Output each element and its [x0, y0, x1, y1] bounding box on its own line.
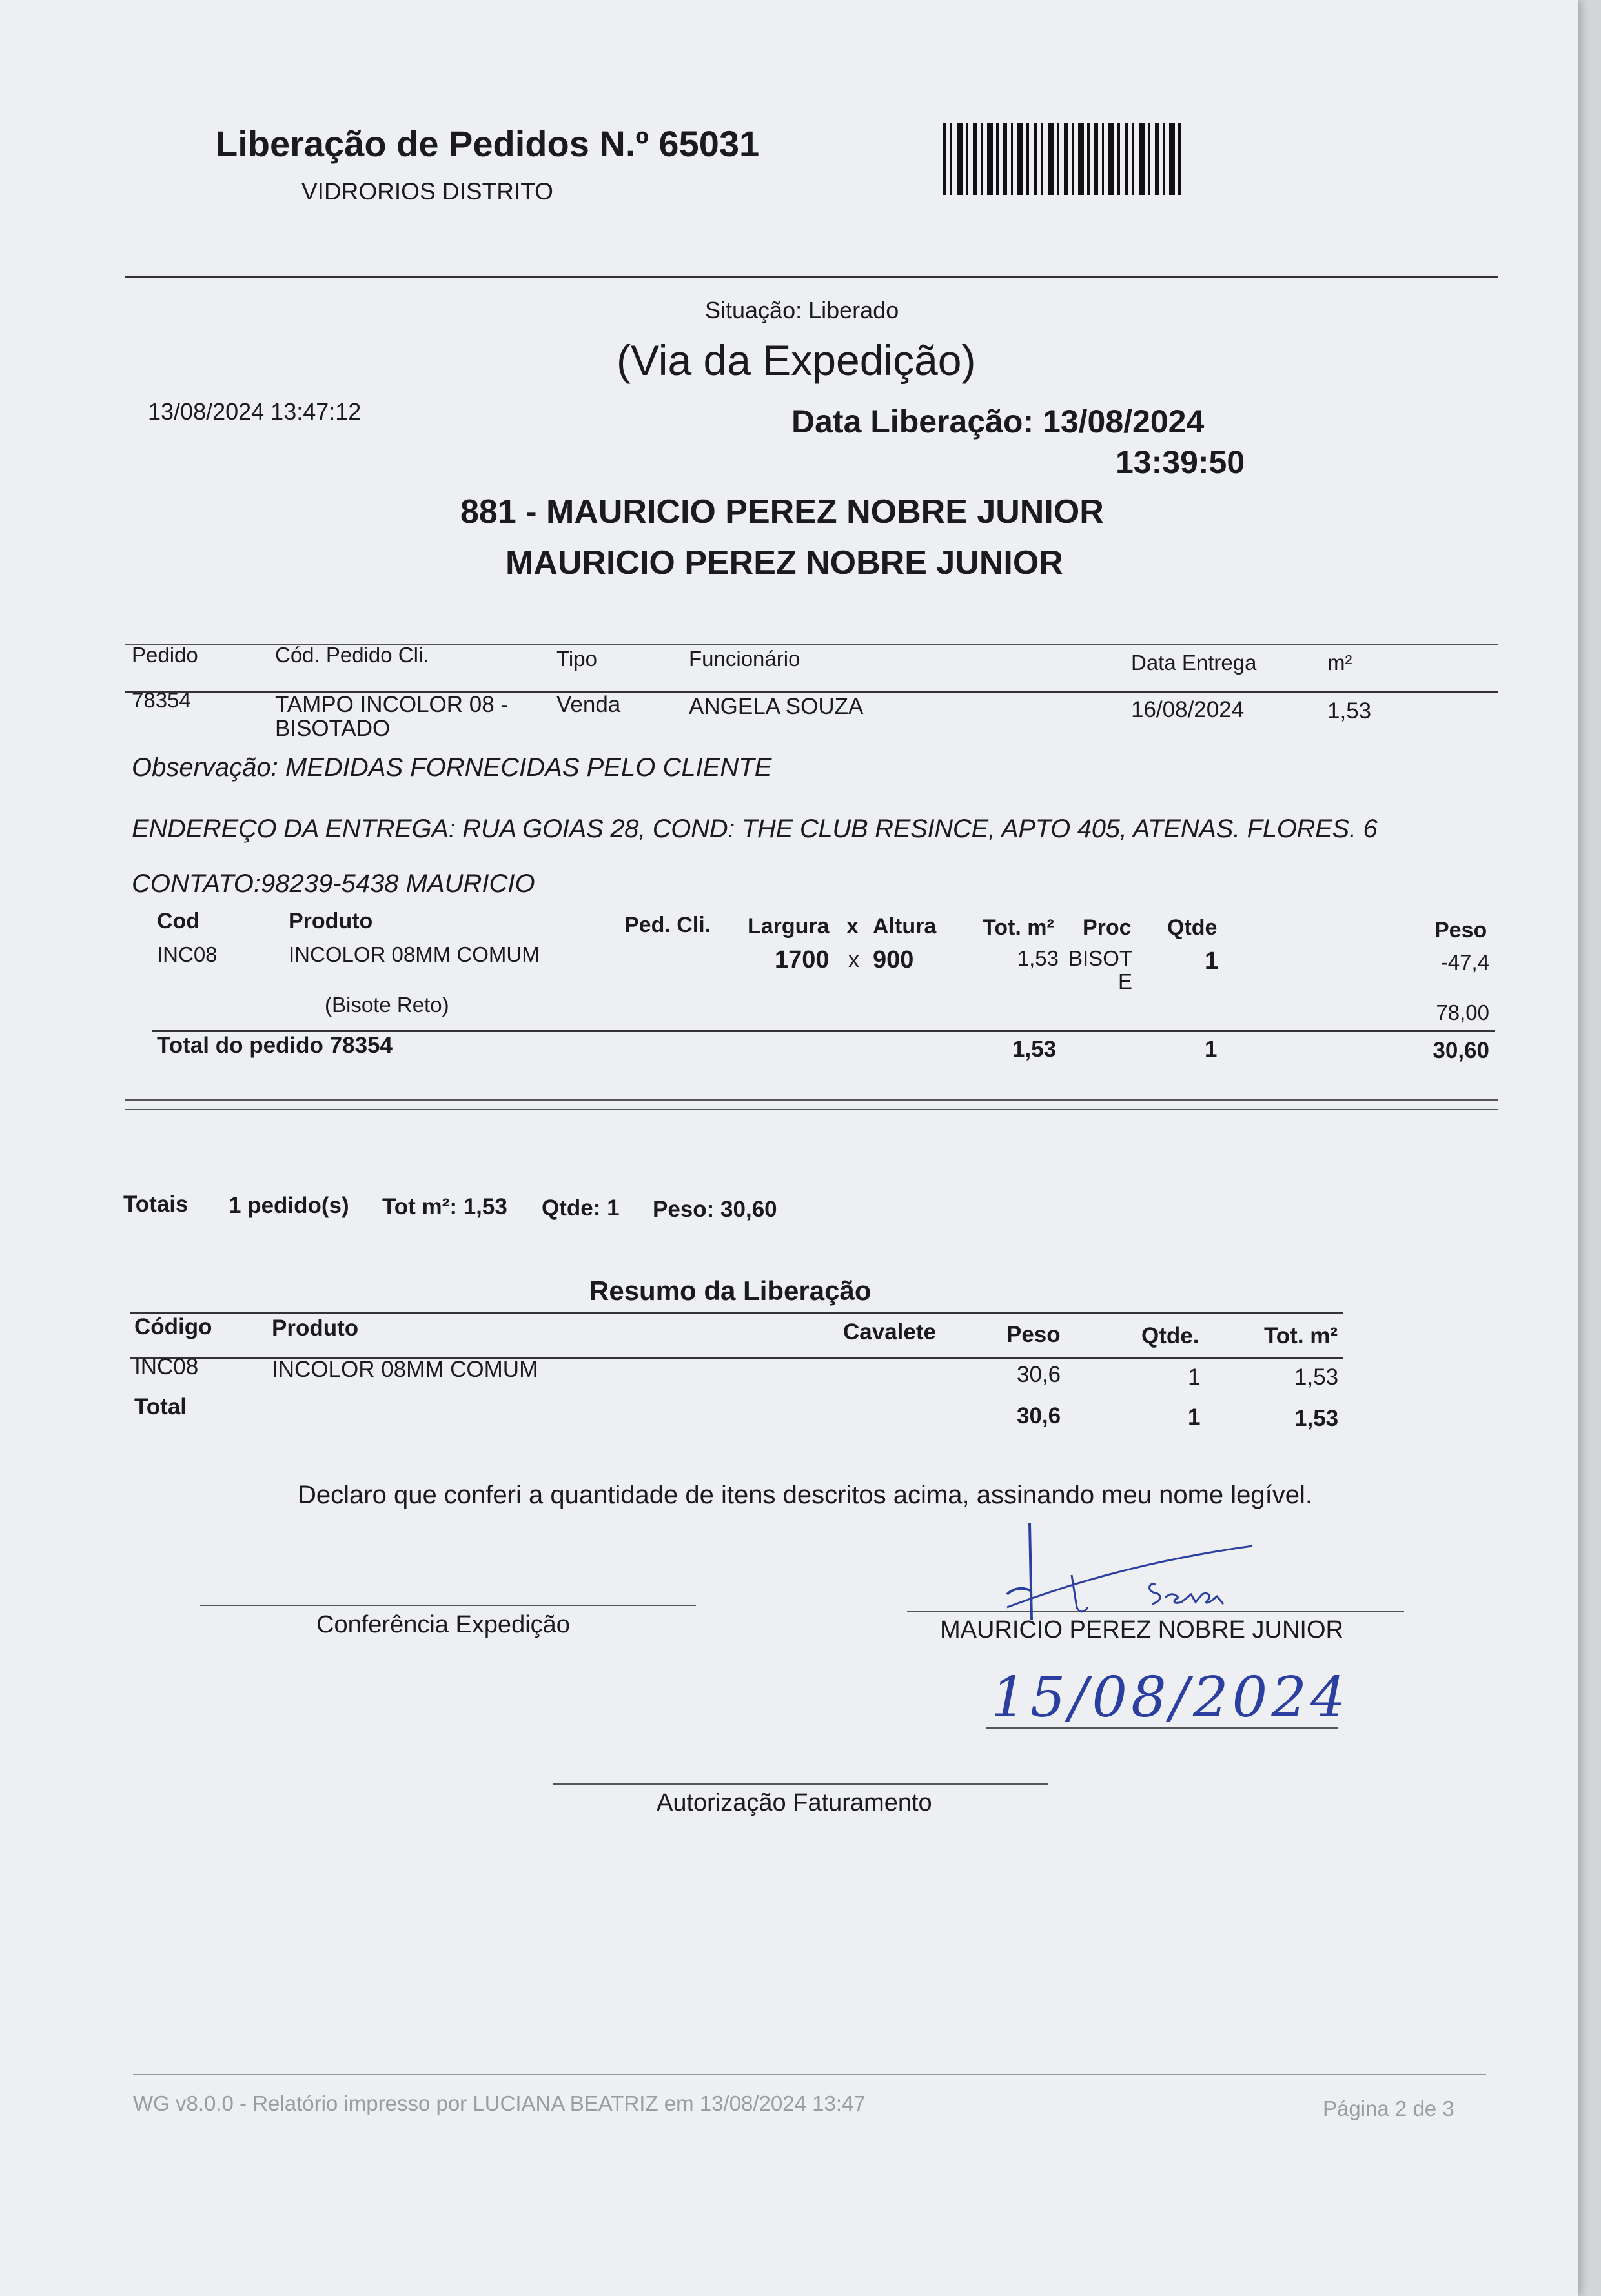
resumo-row-qtde: 1: [1188, 1365, 1201, 1390]
totais-tot-m2: Tot m²: 1,53: [382, 1194, 507, 1219]
autorizacao-faturamento-label: Autorização Faturamento: [657, 1789, 932, 1816]
signature-line-conferencia: [200, 1605, 696, 1606]
endereco-entrega: ENDEREÇO DA ENTREGA: RUA GOIAS 28, COND: THE CLUB RESINCE, APTO 405, ATENAS. FLORES. 6: [132, 815, 1378, 843]
handwritten-signature: [968, 1510, 1278, 1640]
item-tot-m2: 1,53: [1017, 946, 1059, 970]
client-name-code: 881 - MAURICIO PEREZ NOBRE JUNIOR: [460, 493, 1104, 531]
footer-page-number: Página 2 de 3: [1323, 2097, 1454, 2120]
item-proc: BISOT: [1068, 946, 1133, 970]
data-liberacao: Data Liberação: 13/08/2024: [791, 403, 1205, 440]
col-header-ped-cli: Ped. Cli.: [624, 913, 711, 937]
col-header-largura: Largura: [748, 914, 830, 939]
resumo-total-qtde: 1: [1188, 1405, 1201, 1430]
item-qtde: 1: [1205, 948, 1219, 975]
col-header-x: x: [846, 914, 859, 939]
item-proc-line2: E: [1118, 970, 1133, 993]
footer-divider: [133, 2074, 1486, 2075]
observacao: Observação: MEDIDAS FORNECIDAS PELO CLIENTE: [132, 753, 772, 782]
item-altura: 900: [873, 946, 914, 973]
document-title: Liberação de Pedidos N.º 65031: [216, 123, 760, 164]
resumo-total-label: Total: [134, 1394, 187, 1419]
totais-pedidos: 1 pedido(s): [229, 1193, 349, 1218]
resumo-row-codigo: INC08: [134, 1354, 199, 1379]
item-cod: INC08: [157, 942, 218, 966]
footer-printed-by: WG v8.0.0 - Relatório impresso por LUCIANA BEATRIZ em 13/08/2024 13:47: [133, 2091, 866, 2115]
resumo-col-tot-m2: Tot. m²: [1264, 1323, 1338, 1348]
col-header-altura: Altura: [873, 914, 937, 939]
cod-pedido-cli-line2: BISOTADO: [275, 716, 391, 741]
cod-pedido-cli: TAMPO INCOLOR 08 -: [275, 692, 509, 717]
via-title: (Via da Expedição): [617, 336, 976, 384]
item-x: x: [848, 948, 859, 972]
client-name: MAURICIO PEREZ NOBRE JUNIOR: [505, 544, 1063, 582]
col-header-proc: Proc: [1083, 915, 1132, 940]
data-entrega-value: 16/08/2024: [1131, 697, 1245, 722]
total-pedido-label: Total do pedido 78354: [157, 1033, 393, 1058]
divider: [152, 1030, 1495, 1032]
tipo-value: Venda: [556, 692, 621, 717]
col-header-data-entrega: Data Entrega: [1131, 651, 1257, 675]
resumo-col-qtde: Qtde.: [1141, 1323, 1199, 1348]
resumo-title: Resumo da Liberação: [589, 1275, 872, 1306]
item-largura: 1700: [775, 946, 830, 973]
col-header-cod-pedido-cli: Cód. Pedido Cli.: [275, 643, 429, 667]
resumo-col-peso: Peso: [1006, 1322, 1061, 1347]
col-header-cod: Cod: [157, 909, 200, 933]
barcode: [943, 123, 1181, 195]
total-pedido-qtde: 1: [1205, 1037, 1218, 1062]
item-peso: -47,4: [1440, 950, 1489, 974]
col-header-tipo: Tipo: [556, 647, 597, 671]
col-header-funcionario: Funcionário: [689, 647, 800, 671]
totais-qtde: Qtde: 1: [542, 1195, 620, 1221]
col-header-peso: Peso: [1434, 918, 1487, 942]
col-header-produto: Produto: [289, 909, 373, 933]
divider: [125, 276, 1498, 278]
resumo-col-produto: Produto: [272, 1316, 359, 1341]
total-pedido-peso: 30,60: [1433, 1038, 1489, 1063]
col-header-m2: m²: [1327, 651, 1352, 675]
item-sub-process: (Bisote Reto): [325, 993, 449, 1017]
situacao-label: Situação: Liberado: [705, 297, 899, 323]
contato: CONTATO:98239-5438 MAURICIO: [132, 869, 535, 898]
resumo-row-produto: INCOLOR 08MM COMUM: [272, 1357, 538, 1382]
totais-peso: Peso: 30,60: [653, 1197, 777, 1222]
m2-value: 1,53: [1327, 698, 1372, 724]
conferencia-expedicao-label: Conferência Expedição: [316, 1611, 570, 1638]
resumo-col-cavalete: Cavalete: [843, 1319, 936, 1345]
company-name: VIDRORIOS DISTRITO: [301, 178, 553, 205]
resumo-total-peso: 30,6: [1017, 1403, 1061, 1428]
col-header-tot-m2: Tot. m²: [983, 915, 1054, 940]
funcionario-value: ANGELA SOUZA: [689, 694, 864, 719]
signature-line-autorizacao: [553, 1783, 1048, 1785]
item-produto: INCOLOR 08MM COMUM: [289, 942, 540, 966]
resumo-row-tot-m2: 1,53: [1294, 1365, 1339, 1390]
item-sub-peso: 78,00: [1436, 1001, 1489, 1024]
hora-liberacao: 13:39:50: [1116, 444, 1245, 480]
col-header-pedido: Pedido: [132, 643, 198, 667]
declaracao-text: Declaro que conferi a quantidade de itens descritos acima, assinando meu nome legível.: [298, 1481, 1313, 1509]
divider: [130, 1312, 1343, 1314]
divider: [125, 1109, 1498, 1110]
pedido-number: 78354: [132, 688, 191, 712]
total-pedido-m2: 1,53: [1012, 1037, 1057, 1062]
resumo-total-tot-m2: 1,53: [1294, 1406, 1339, 1431]
resumo-row-peso: 30,6: [1017, 1362, 1061, 1387]
handwritten-date: 15/08/2024: [991, 1665, 1350, 1730]
resumo-col-codigo: Código: [134, 1314, 212, 1339]
date-underline: [986, 1727, 1338, 1729]
cliente-signature-label: MAURICIO PEREZ NOBRE JUNIOR: [940, 1616, 1343, 1643]
divider: [125, 1099, 1498, 1101]
totais-label: Totais: [123, 1192, 189, 1217]
print-datetime: 13/08/2024 13:47:12: [148, 398, 362, 425]
col-header-qtde: Qtde: [1167, 915, 1218, 940]
